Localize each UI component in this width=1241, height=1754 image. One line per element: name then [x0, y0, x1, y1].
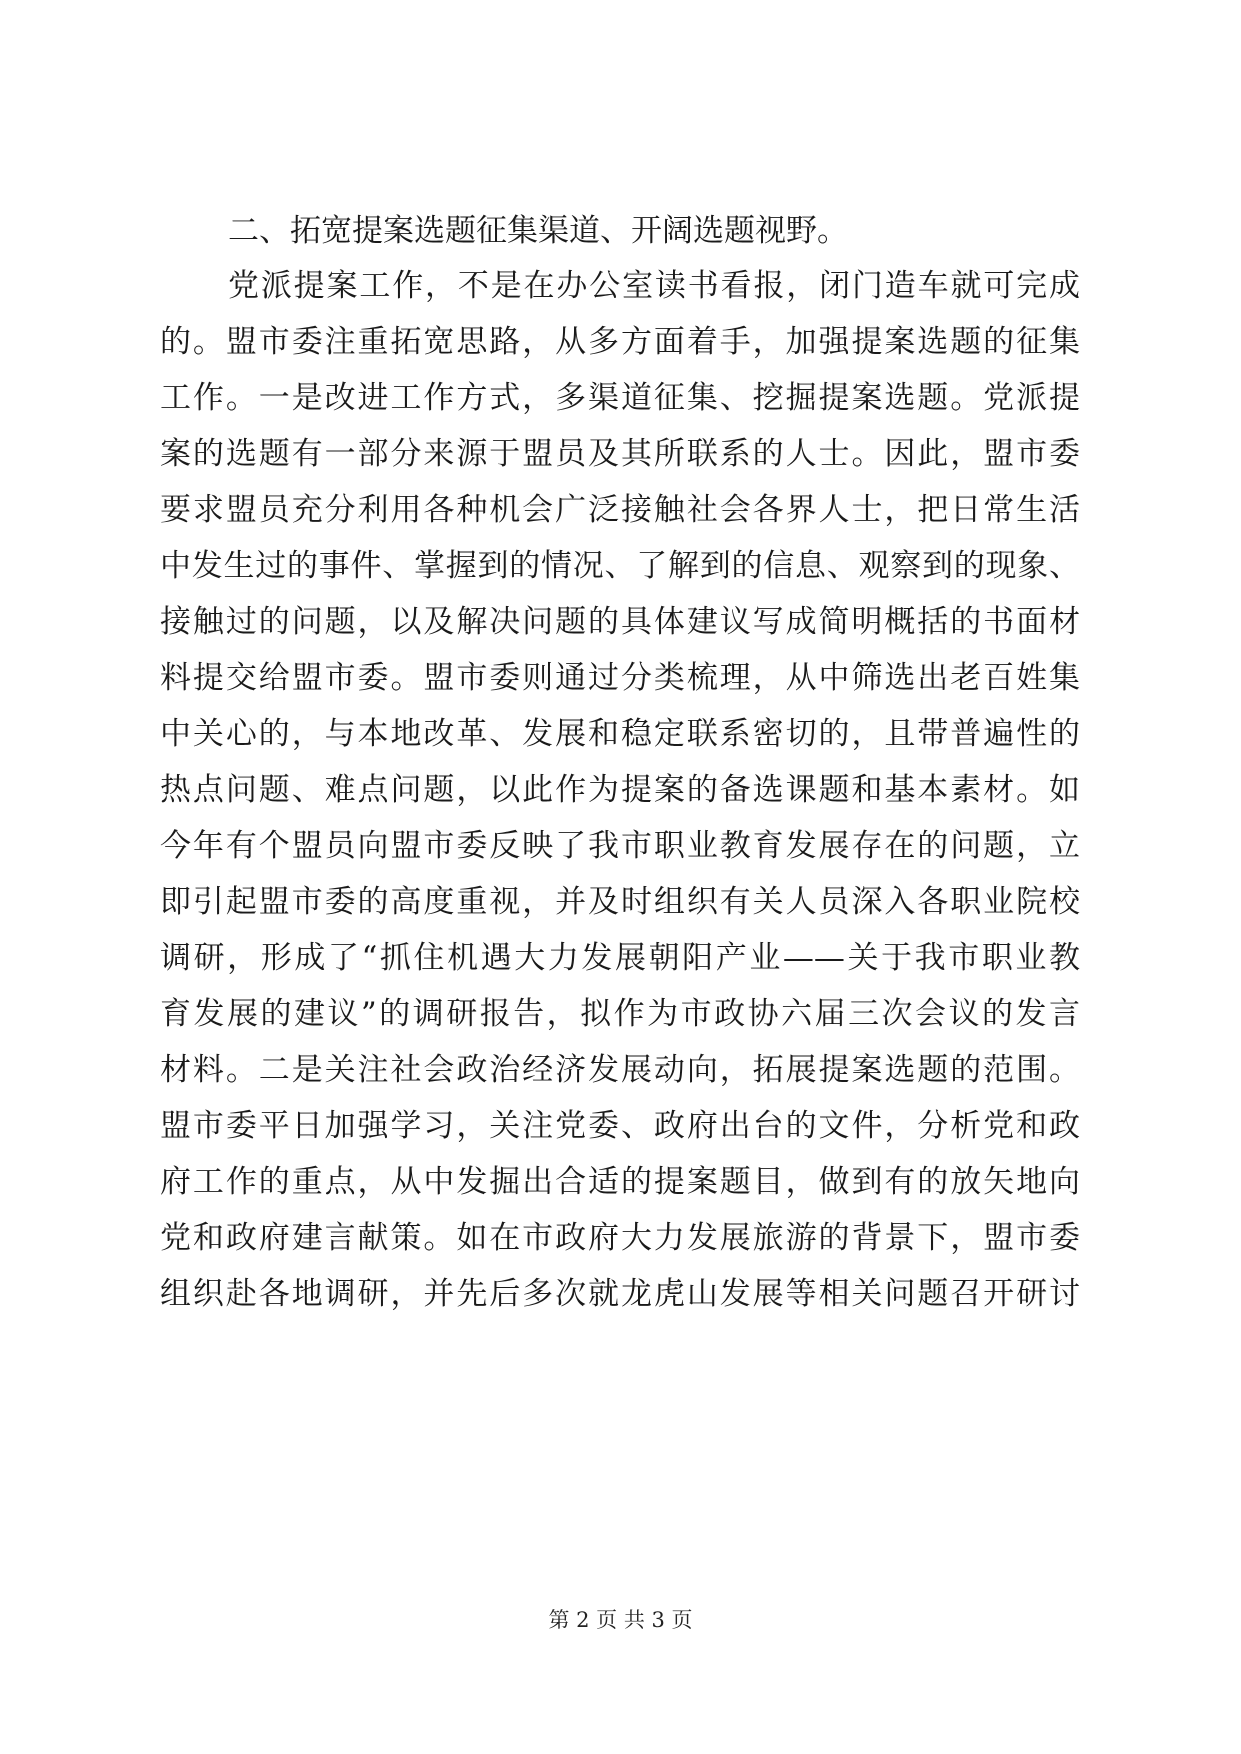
paragraph-line: 工作。一是改进工作方式，多渠道征集、挖掘提案选题。党派提 — [160, 380, 1080, 416]
paragraph-line: 盟市委平日加强学习，关注党委、政府出台的文件，分析党和政 — [160, 1108, 1080, 1144]
paragraph-line: 要求盟员充分利用各种机会广泛接触社会各界人士，把日常生活 — [160, 492, 1080, 528]
paragraph-line: 中关心的，与本地改革、发展和稳定联系密切的，且带普遍性的 — [160, 716, 1080, 752]
paragraph-line: 党和政府建言献策。如在市政府大力发展旅游的背景下，盟市委 — [160, 1220, 1080, 1256]
paragraph-line: 育发展的建议”的调研报告，拟作为市政协六届三次会议的发言 — [160, 996, 1080, 1032]
paragraph-line: 府工作的重点，从中发掘出合适的提案题目，做到有的放矢地向 — [160, 1164, 1080, 1200]
paragraph-line: 料提交给盟市委。盟市委则通过分类梳理，从中筛选出老百姓集 — [160, 660, 1080, 696]
paragraph-line: 案的选题有一部分来源于盟员及其所联系的人士。因此，盟市委 — [160, 436, 1080, 472]
paragraph-line: 接触过的问题，以及解决问题的具体建议写成简明概括的书面材 — [160, 604, 1080, 640]
paragraph-line: 即引起盟市委的高度重视，并及时组织有关人员深入各职业院校 — [160, 884, 1080, 920]
paragraph-line: 党派提案工作，不是在办公室读书看报，闭门造车就可完成 — [228, 268, 1080, 304]
paragraph-line: 材料。二是关注社会政治经济发展动向，拓展提案选题的范围。 — [160, 1052, 1080, 1088]
paragraph-line: 的。盟市委注重拓宽思路，从多方面着手，加强提案选题的征集 — [160, 324, 1080, 360]
paragraph-line: 中发生过的事件、掌握到的情况、了解到的信息、观察到的现象、 — [160, 548, 1080, 584]
paragraph-line: 组织赴各地调研，并先后多次就龙虎山发展等相关问题召开研讨 — [160, 1276, 1080, 1312]
section-heading: 二、拓宽提案选题征集渠道、开阔选题视野。 — [228, 213, 848, 249]
paragraph-line: 调研，形成了“抓住机遇大力发展朝阳产业——关于我市职业教 — [160, 940, 1080, 976]
paragraph-line: 今年有个盟员向盟市委反映了我市职业教育发展存在的问题，立 — [160, 828, 1080, 864]
page-number-footer: 第 2 页 共 3 页 — [548, 1608, 693, 1632]
paragraph-line: 热点问题、难点问题，以此作为提案的备选课题和基本素材。如 — [160, 772, 1080, 808]
